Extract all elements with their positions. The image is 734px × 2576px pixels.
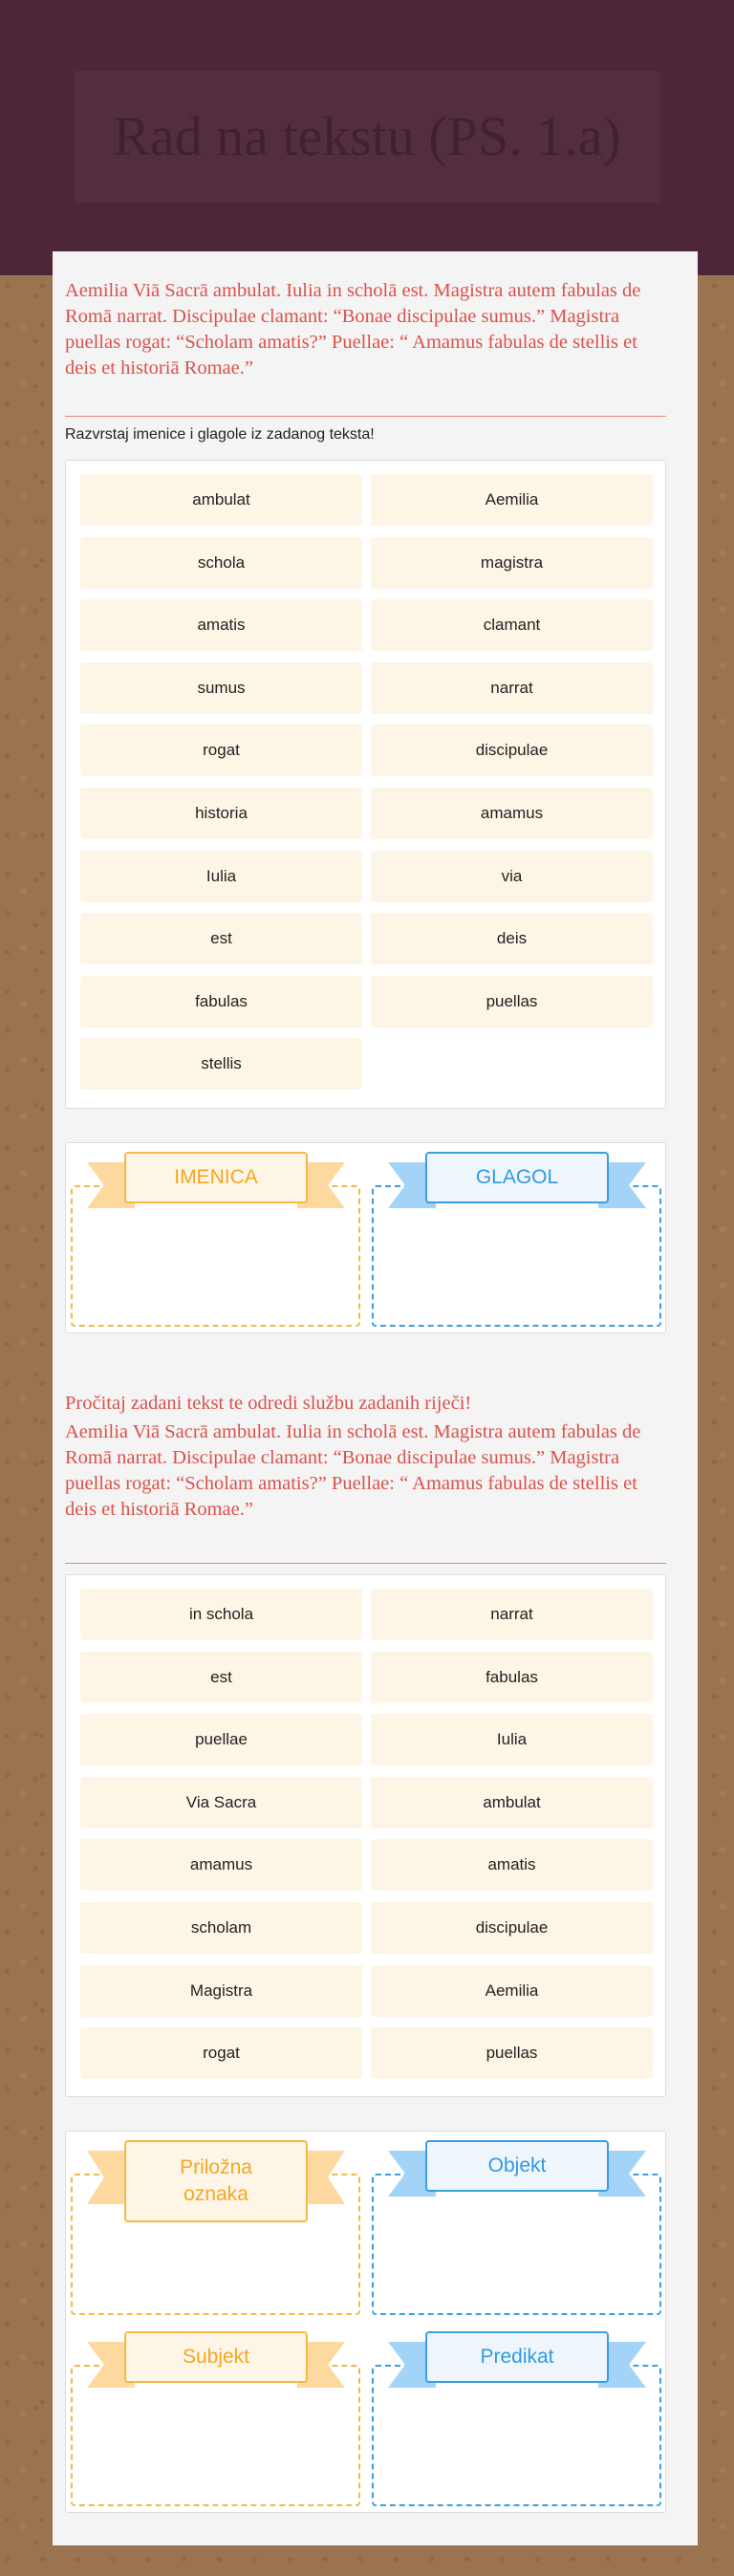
word-tile[interactable]: amatis (371, 1839, 653, 1891)
word-tile[interactable]: Iulia (80, 851, 362, 902)
word-tile[interactable]: scholam (80, 1902, 362, 1954)
word-tile[interactable]: amamus (371, 788, 653, 839)
category-panel-2 (65, 2131, 666, 2513)
category-label-text: Priložna oznaka (180, 2156, 252, 2205)
category-label-text: IMENICA (174, 1166, 258, 1188)
word-tile[interactable]: amamus (80, 1839, 362, 1891)
word-tile[interactable]: puellas (371, 2027, 653, 2079)
word-tile[interactable]: rogat (80, 2027, 362, 2079)
word-bank-2 (65, 1574, 666, 2097)
word-tile[interactable]: est (80, 1652, 362, 1703)
word-tile[interactable]: narrat (371, 1589, 653, 1640)
word-tile[interactable]: deis (371, 913, 653, 964)
category-label-text: Objekt (487, 2154, 547, 2176)
passage-2: Aemilia Viā Sacrā ambulat. Iulia in scholā est. Magistra autem fabulas de Romā narrat. Discipulae clamant: “Bonae discipulae sumus.” Magistra puellas rogat: “Scholam amatis?” Puellae: “ Amamus fabulas de stellis et deis et historiā Romae.” (65, 1421, 641, 1520)
word-tile[interactable]: Aemilia (371, 474, 653, 526)
category-panel-1 (65, 1142, 666, 1333)
divider-1 (65, 416, 666, 417)
category-label-objekt (388, 2137, 646, 2198)
header-banner (0, 0, 734, 275)
category-label-imenica (87, 1149, 345, 1210)
word-tile[interactable]: amatis (80, 599, 362, 651)
word-tile[interactable]: in schola (80, 1589, 362, 1640)
word-tile[interactable]: Via Sacra (80, 1777, 362, 1829)
word-tile[interactable]: ambulat (371, 1777, 653, 1829)
word-tile[interactable]: discipulae (371, 1902, 653, 1954)
word-tile[interactable]: fabulas (80, 976, 362, 1028)
word-tile[interactable]: historia (80, 788, 362, 839)
word-tile[interactable]: puellas (371, 976, 653, 1028)
word-tile[interactable]: schola (80, 537, 362, 589)
word-tile[interactable]: rogat (80, 725, 362, 776)
word-tile[interactable]: via (371, 851, 653, 902)
category-label-glagol (388, 1149, 646, 1210)
word-tile[interactable]: Iulia (371, 1714, 653, 1765)
instruction-2: Pročitaj zadani tekst te odredi službu zadanih riječi! (65, 1393, 472, 1414)
category-label-subjekt (87, 2328, 345, 2390)
category-label-text: Subjekt (182, 2346, 250, 2368)
category-label-predikat (388, 2328, 646, 2390)
page-title: Rad na tekstu (PS. 1.a) (113, 105, 621, 167)
word-tile[interactable]: Aemilia (371, 1965, 653, 2017)
word-tile[interactable]: clamant (371, 599, 653, 651)
instruction-1: Razvrstaj imenice i glagole iz zadanog teksta! (65, 426, 375, 443)
word-tile[interactable]: discipulae (371, 725, 653, 776)
word-tile[interactable]: est (80, 913, 362, 964)
word-tile[interactable]: ambulat (80, 474, 362, 526)
word-tile[interactable]: narrat (371, 662, 653, 714)
passage-1: Aemilia Viā Sacrā ambulat. Iulia in scholā est. Magistra autem fabulas de Romā narrat. Discipulae clamant: “Bonae discipulae sumus.” Magistra puellas rogat: “Scholam amatis?” Puellae: “ Amamus fabulas de stellis et deis et historiā Romae.” (65, 280, 641, 379)
title-box (75, 71, 659, 203)
word-tile[interactable]: sumus (80, 662, 362, 714)
word-tile[interactable]: Magistra (80, 1965, 362, 2017)
category-label-text: Predikat (480, 2346, 554, 2368)
word-tile[interactable]: fabulas (371, 1652, 653, 1703)
word-tile[interactable]: stellis (80, 1038, 362, 1090)
category-label-text: GLAGOL (475, 1166, 559, 1188)
category-label-prilozna-oznaka (87, 2137, 345, 2225)
word-tile[interactable]: puellae (80, 1714, 362, 1765)
activity-card (53, 251, 698, 2545)
word-tile[interactable]: magistra (371, 537, 653, 589)
word-bank-1 (65, 460, 666, 1109)
divider-2 (65, 1563, 666, 1564)
